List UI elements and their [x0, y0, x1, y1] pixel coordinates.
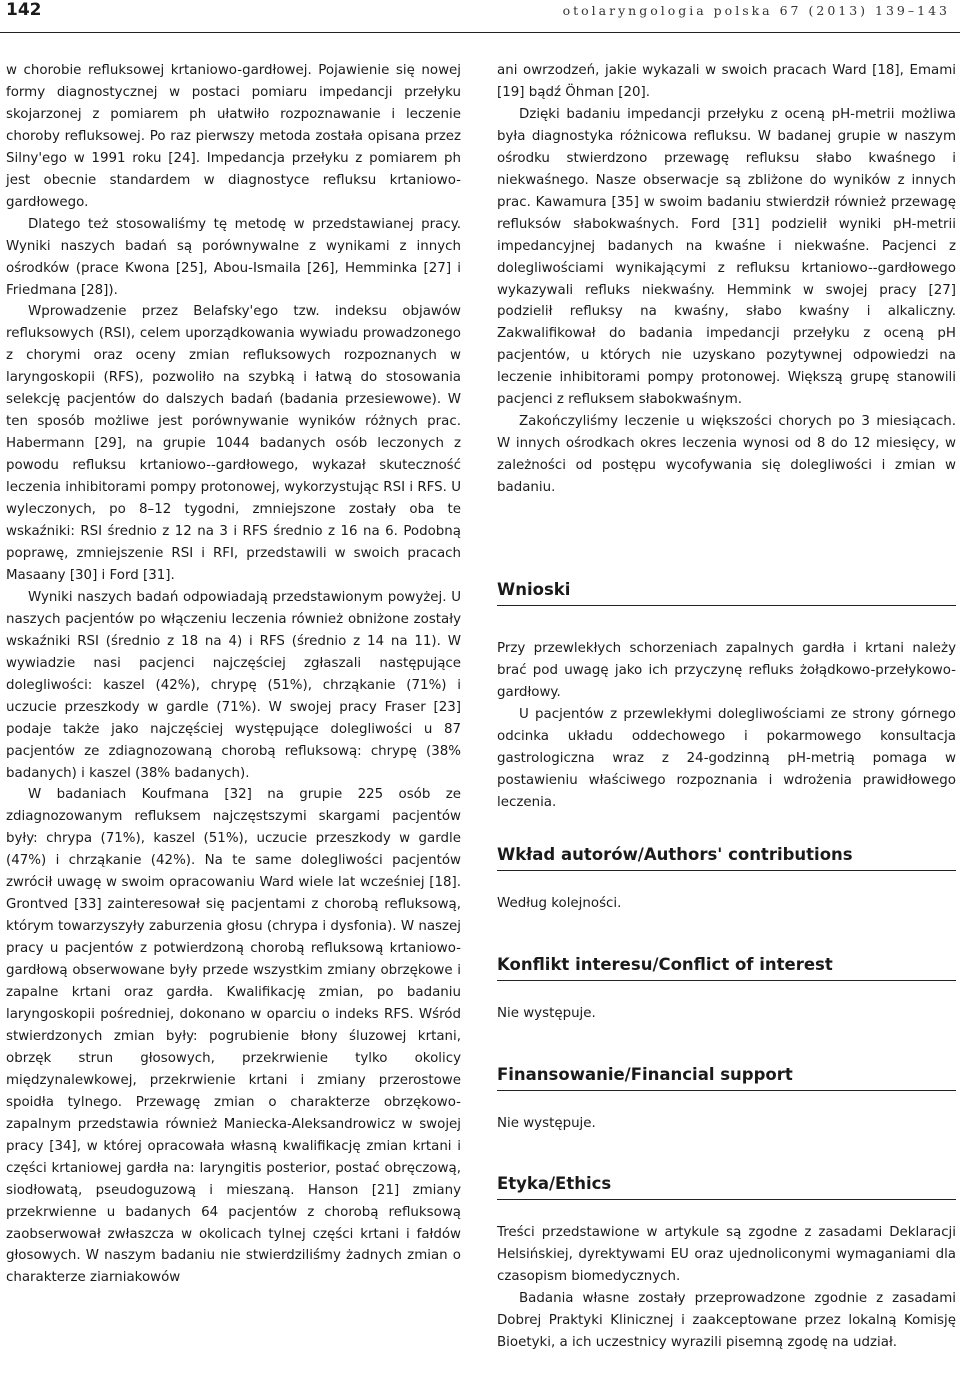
paragraph: Wyniki naszych badań odpowiadają przedstawionym powyżej. U naszych pacjentów po włączeniu leczenia również obniżone zostały wskaźniki RSI (średnio z 18 na 4) i RFS (średnio z 14 na 11). W wywiadzie nasi pacjenci najczęściej zgłaszali następujące dolegliwości: kaszel (42%), chrypę (51%), chrząkanie (71%) i uczucie przeszkody w gardle (71%). W swojej pracy Fraser [23] podaje także jako najczęściej występujące dolegliwości u 87 pacjentów ze zdiagnozowaną chorobą refluksową: chrypę (38% badanych) i kaszel (38% badanych). [6, 589, 461, 781]
left-column [6, 60, 461, 1289]
paragraph: Według kolejności. [497, 896, 622, 911]
page-header [0, 0, 960, 33]
page-number: 142 [6, 0, 42, 20]
section-authors-contributions [497, 845, 956, 915]
paragraph: Zakończyliśmy leczenie u większości chorych po 3 miesiącach. W innych ośrodkach okres leczenia wynosi od 8 do 12 miesięcy, w zależności od postępu wycofywania się dolegliwości i zmian w badaniu. [497, 414, 956, 496]
paragraph: W badaniach Koufmana [32] na grupie 225 osób ze zdiagnozowanym refluksem najczęstszymi skargami pacjentów były: chrypa (71%), kaszel (51%), uczucie przeszkody w gardle (47%) i chrząkanie (42%). Na te same dolegliwości pacjentów zwrócił uwagę w swoim opracowaniu Ward wiele lat wcześniej [18]. Grontved [33] zainteresował się pacjentami z chorobą refluksową, którym towarzyszyły zaburzenia głosu (chrypa i dysfonia). W naszej pracy u pacjentów z potwierdzoną chorobą refluksową krtaniowo-gardłową obserwowane były przede wszystkim zmiany obrzękowe i zapalne krtani oraz gardła. Kwalifikację zmian, po badaniu laryngoskopii pośredniej, dokonano w oparciu o indeks RFS. Wśród stwierdzonych zmian były: pogrubienie błony śluzowej krtani, obrzęk strun głosowych, przekrwienie tylko okolicy międzynalewkowej, przekrwienie krtani i zmiany przerostowe spoidła tylnego. Przewagę zmian o charakterze obrzękowo-zapalnym przedstawia również Maniecka-Aleksandrowicz w swojej pracy [34], w której opracowała własną kwalifikację zmian krtani i części krtaniowej gardła na: laryngitis posterior, postać obręczową, siodłowatą, pseudoguzową i mieszaną. Hanson [21] zmiany przekrwienne u badanych 64 pacjentów z chorobą refluksową zaobserwował zwłaszcza w okolicach tylnej części krtani i fałdów głosowych. W naszym badaniu nie stwierdziliśmy żadnych zmian o charakterze ziarniakowów [6, 787, 461, 1286]
paragraph: Dzięki badaniu impedancji przełyku z oceną pH-metrii możliwa była diagnostyka różnicowa refluksu. W badanej grupie w naszym ośrodku stwierdzono przewagę refluksu słabo kwaśnego i niekwaśnego. Nasze obserwacje są zbliżone do wyników z innych prac. Kawamura [35] w swoim badaniu stwierdził również przewagę refluksów słabokwaśnych. Ford [31] podzielił wyniki pH-metrii impedancyjnej badanych na kwaśne i niekwaśne. Pacjenci z dolegliwościami wynikającymi z refluksu krtaniowo--gardłowego wykazywali refluks niekwaśny. Hemmink w swojej pracy [27] podzielił refluksy na kwaśny, słabo kwaśny i alkaliczny. Zakwalifikował do badania impedancji przełyku z oceną pH pacjentów, u których nie uzyskano pozytywnej odpowiedzi na leczenie inhibitorami pompy protonowej. Większą grupę stanowili pacjenci z refluksem słabokwaśnym. [497, 106, 956, 408]
section-heading: Finansowanie/Financial support [497, 1065, 956, 1091]
paragraph: Dlatego też stosowaliśmy tę metodę w przedstawianej pracy. Wyniki naszych badań są porównywalne z wynikami z innych ośrodków (prace Kwona [25], Abou-Ismaila [26], Hemminka [27] i Friedmana [28]). [6, 216, 461, 298]
paragraph: Nie występuje. [497, 1116, 596, 1131]
section-conclusions [497, 580, 956, 814]
section-conflict-of-interest [497, 955, 956, 1025]
section-financial-support [497, 1065, 956, 1135]
paragraph: ani owrzodzeń, jakie wykazali w swoich pracach Ward [18], Emami [19] bądź Öhman [20]. [497, 63, 956, 100]
section-heading: Konflikt interesu/Conflict of interest [497, 955, 956, 981]
paragraph: U pacjentów z przewlekłymi dolegliwościami ze strony górnego odcinka układu oddechowego i pokarmowego konsultacja gastrologiczna wraz z 24-godzinną pH-metrią pomaga w postawieniu właściwego rozpoznania i wdrożenia prawidłowego leczenia. [497, 706, 956, 810]
journal-running-head: otolaryngologia polska 67 (2013) 139–143 [562, 3, 950, 18]
paragraph: Wprowadzenie przez Belafsky'ego tzw. indeksu objawów refluksowych (RSI), celem uporządkowania wywiadu prowadzonego z chorymi oraz oceny zmian refluksowych rozpoznanych w laryngoskopii (RFS), pozwoliło na szybką i łatwą do stosowania selekcję pacjentów do dalszych badań (badania przesiewowe). W ten sposób możliwe jest porównywanie wyników różnych prac. Habermann [29], na grupie 1044 badanych osób leczonych z powodu refluksu krtaniowo--gardłowego, wykazał skuteczność leczenia inhibitorami pompy protonowej, wykorzystując RSI i RFS. U wyleczonych, po 8–12 tygodni, zmniejszone zostały oba te wskaźniki: RSI średnio z 12 na 3 i RFS średnio z 16 na 6. Podobną poprawę, zmniejszenie RSI i RFI, przedstawili w swoich pracach Masaany [30] i Ford [31]. [6, 304, 461, 583]
section-heading: Wkład autorów/Authors' contributions [497, 845, 956, 871]
paragraph: w chorobie refluksowej krtaniowo-gardłowej. Pojawienie się nowej formy diagnostycznej w postaci pomiaru impedancji przełyku skojarzonej z pomiarem ph ułatwiło rozpoznawanie i leczenie choroby refluksowej. Po raz pierwszy metoda została opisana przez Silny'ego w 1991 roku [24]. Impedancja przełyku z pomiarem ph jest obecnie standardem w diagnostyce refluksu krtaniowo-gardłowego. [6, 63, 461, 210]
paragraph: Badania własne zostały przeprowadzone zgodnie z zasadami Dobrej Praktyki Klinicznej i zaakceptowane przez lokalną Komisję Bioetyki, a ich uczestnicy wyrazili pisemną zgodę na udział. [497, 1290, 956, 1350]
right-column [497, 60, 956, 499]
section-heading: Etyka/Ethics [497, 1174, 956, 1200]
paragraph: Nie występuje. [497, 1006, 596, 1021]
paragraph: Treści przedstawione w artykule są zgodne z zasadami Deklaracji Helsińskiej, dyrektywami EU oraz ujednoliconymi wymaganiami dla czasopism biomedycznych. [497, 1225, 956, 1284]
paragraph: Przy przewlekłych schorzeniach zapalnych gardła i krtani należy brać pod uwagę jako ich przyczynę refluks żołądkowo-przełykowo-gardłowy. [497, 641, 956, 700]
section-ethics [497, 1174, 956, 1354]
section-heading: Wnioski [497, 580, 956, 606]
